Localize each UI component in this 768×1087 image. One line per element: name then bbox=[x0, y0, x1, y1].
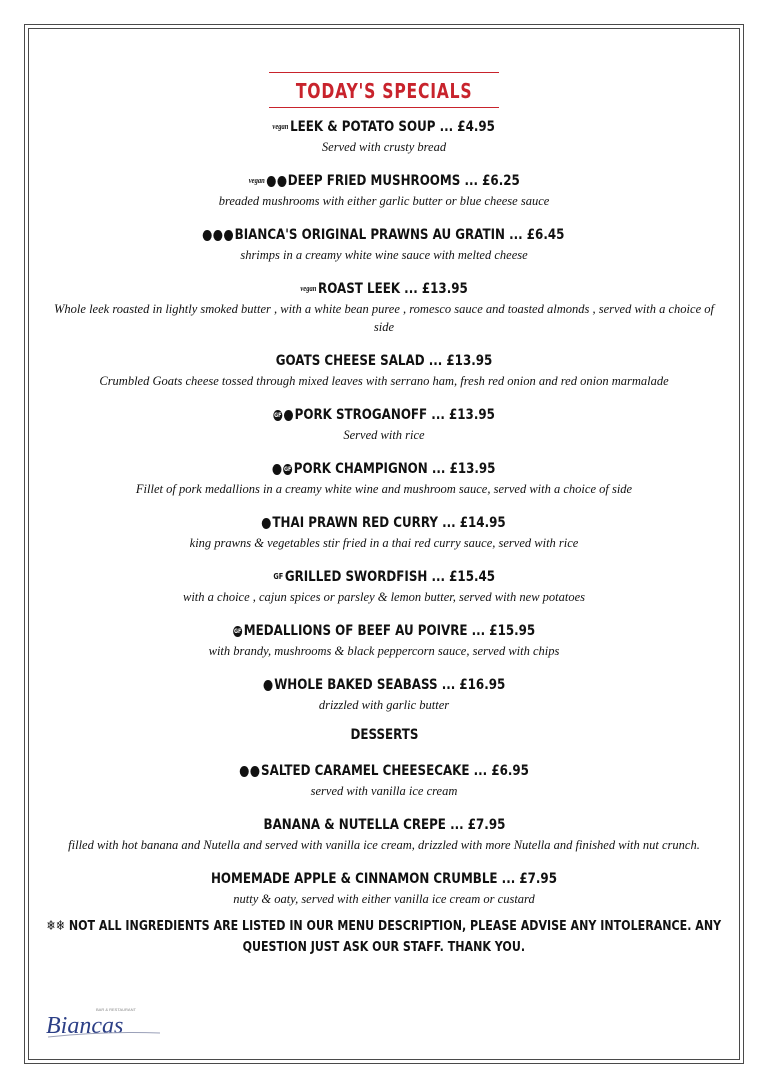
menu-item-name: PORK STROGANOFF ... £13.95 bbox=[294, 407, 495, 423]
menu-item-description: filled with hot banana and Nutella and served with vanilla ice cream, drizzled with more Nutella and finished with nut crunch. bbox=[68, 838, 700, 852]
menu-item-header-inner bbox=[263, 814, 505, 836]
menu-item bbox=[44, 512, 724, 552]
menu-item bbox=[44, 404, 724, 444]
spacer bbox=[44, 746, 724, 760]
logo-text: Biancas bbox=[46, 1013, 124, 1039]
gluten-free-icon: GF bbox=[273, 572, 283, 581]
spacer bbox=[44, 336, 724, 350]
menu-item-header-inner bbox=[276, 350, 493, 372]
menu-item-description: drizzled with garlic butter bbox=[318, 698, 450, 712]
menu-item-header-inner bbox=[273, 566, 495, 588]
menu-item-header bbox=[44, 760, 724, 782]
menu-item-header bbox=[44, 224, 724, 246]
menu-item-name: GOATS CHEESE SALAD ... £13.95 bbox=[275, 353, 493, 369]
allergen-icon bbox=[266, 176, 275, 187]
vegan-icon: vegan bbox=[300, 284, 317, 293]
menu-item-header bbox=[44, 278, 724, 300]
menu-item-header bbox=[44, 868, 724, 890]
menu-item-name: WHOLE BAKED SEABASS ... £16.95 bbox=[273, 677, 505, 693]
menu-item-description: breaded mushrooms with either garlic butter or blue cheese sauce bbox=[218, 194, 550, 208]
spacer bbox=[44, 390, 724, 404]
spacer bbox=[44, 210, 724, 224]
menu-item-header bbox=[44, 620, 724, 642]
menu-item bbox=[44, 170, 724, 210]
allergen-icon bbox=[214, 230, 223, 241]
menu-item bbox=[44, 868, 724, 908]
allergen-icon bbox=[284, 410, 293, 421]
allergen-icon bbox=[203, 230, 212, 241]
allergen-icon bbox=[250, 766, 259, 777]
menu-item-header-inner bbox=[273, 116, 495, 138]
menu-item-header bbox=[44, 814, 724, 836]
vegan-icon: vegan bbox=[248, 176, 265, 185]
allergen-icon bbox=[273, 464, 282, 475]
menu-item-description: Crumbled Goats cheese tossed through mixed leaves with serrano ham, fresh red onion and red onion marmalade bbox=[99, 374, 669, 388]
menu-item-header-inner bbox=[211, 868, 557, 890]
menu-item bbox=[44, 116, 724, 156]
menu-item bbox=[44, 278, 724, 336]
menu-item bbox=[44, 760, 724, 800]
menu-item-name: GRILLED SWORDFISH ... £15.45 bbox=[284, 569, 495, 585]
menu-item-description: nutty & oaty, served with either vanilla ice cream or custard bbox=[233, 892, 535, 906]
menu-item-header bbox=[44, 404, 724, 426]
menu-item-name: LEEK & POTATO SOUP ... £4.95 bbox=[290, 119, 496, 135]
gluten-free-icon: GF bbox=[233, 627, 242, 635]
menu-item-description: with brandy, mushrooms & black peppercorn sauce, served with chips bbox=[208, 644, 560, 658]
allergen-icon bbox=[263, 680, 272, 691]
menu-item-name: HOMEMADE APPLE & CINNAMON CRUMBLE ... £7.95 bbox=[210, 871, 558, 887]
menu-item-header-inner bbox=[239, 760, 528, 782]
spacer bbox=[44, 854, 724, 868]
menu-item-description: shrimps in a creamy white wine sauce with melted cheese bbox=[240, 248, 528, 262]
desserts-heading bbox=[44, 724, 724, 746]
menu-item-description: Fillet of pork medallions in a creamy white wine and mushroom sauce, served with a choice of side bbox=[135, 482, 633, 496]
menu-item-header-inner bbox=[263, 674, 505, 696]
spacer bbox=[44, 552, 724, 566]
menu-item bbox=[44, 674, 724, 714]
menu-item-header-inner bbox=[262, 512, 506, 534]
menu-item bbox=[44, 350, 724, 390]
menu-item-header bbox=[44, 458, 724, 480]
allergen-icon bbox=[262, 518, 271, 529]
menu-item-name: THAI PRAWN RED CURRY ... £14.95 bbox=[272, 515, 506, 531]
menu-item-description: Whole leek roasted in lightly smoked butter , with a white bean puree , romesco sauce and toasted almonds , served with a choice of side bbox=[54, 302, 714, 334]
spacer bbox=[44, 156, 724, 170]
menu-item-header-inner bbox=[273, 404, 495, 426]
spacer bbox=[44, 264, 724, 278]
allergen-icon bbox=[224, 230, 233, 241]
spacer bbox=[44, 800, 724, 814]
specials-list bbox=[44, 116, 724, 714]
allergen-notice bbox=[44, 916, 724, 958]
desserts-list bbox=[44, 746, 724, 908]
menu-item-header bbox=[44, 512, 724, 534]
logo-subtext: BAR & RESTAURANT bbox=[96, 1007, 136, 1012]
menu-item-name: BANANA & NUTELLA CREPE ... £7.95 bbox=[263, 817, 505, 833]
title-rule bbox=[269, 72, 499, 108]
menu-item bbox=[44, 814, 724, 854]
menu-item-name: SALTED CARAMEL CHEESECAKE ... £6.95 bbox=[260, 763, 529, 779]
allergen-icon bbox=[239, 766, 248, 777]
menu-item-name: PORK CHAMPIGNON ... £13.95 bbox=[293, 461, 496, 477]
gluten-free-icon: GF bbox=[283, 465, 292, 473]
menu-item-header bbox=[44, 170, 724, 192]
spacer bbox=[44, 606, 724, 620]
menu-item-description: served with vanilla ice cream bbox=[310, 784, 458, 798]
menu-item-name: DEEP FRIED MUSHROOMS ... £6.25 bbox=[287, 173, 520, 189]
menu-item-header bbox=[44, 674, 724, 696]
allergen-icon bbox=[277, 176, 286, 187]
menu-item-header bbox=[44, 116, 724, 138]
spacer bbox=[44, 660, 724, 674]
menu-item bbox=[44, 566, 724, 606]
notice-text: NOT ALL INGREDIENTS ARE LISTED IN OUR MENU DESCRIPTION, PLEASE ADVISE ANY INTOLERANCE. ANY QUESTION JUST ASK OUR STAFF. THANK YOU. bbox=[69, 918, 722, 955]
spacer bbox=[44, 908, 724, 916]
page-title: TODAY'S SPECIALS bbox=[295, 79, 473, 103]
menu-item-header-inner bbox=[273, 458, 496, 480]
menu-item-description: Served with crusty bread bbox=[321, 140, 447, 154]
menu-item-header bbox=[44, 566, 724, 588]
menu-item bbox=[44, 620, 724, 660]
menu-item-header-inner bbox=[248, 170, 519, 192]
menu-page bbox=[44, 72, 724, 958]
menu-item bbox=[44, 224, 724, 264]
vegan-icon: vegan bbox=[272, 122, 289, 131]
menu-item-description: with a choice , cajun spices or parsley & lemon butter, served with new potatoes bbox=[182, 590, 586, 604]
spacer bbox=[44, 714, 724, 724]
menu-item-description: king prawns & vegetables stir fried in a thai red curry sauce, served with rice bbox=[189, 536, 579, 550]
gluten-free-icon: GF bbox=[274, 411, 282, 419]
spacer bbox=[44, 444, 724, 458]
menu-item-name: ROAST LEEK ... £13.95 bbox=[317, 281, 468, 297]
spacer bbox=[44, 498, 724, 512]
menu-item-header-inner bbox=[203, 224, 565, 246]
menu-item-name: BIANCA'S ORIGINAL PRAWNS AU GRATIN ... £6.45 bbox=[235, 227, 565, 243]
menu-item bbox=[44, 458, 724, 498]
menu-item-description: Served with rice bbox=[343, 428, 425, 442]
menu-item-header-inner bbox=[233, 620, 535, 642]
desserts-heading-text: DESSERTS bbox=[349, 727, 419, 743]
menu-item-header-inner bbox=[300, 278, 467, 300]
menu-item-header bbox=[44, 350, 724, 372]
snowflake-icon: ❄❄ bbox=[46, 918, 66, 934]
biancas-logo bbox=[44, 1003, 164, 1043]
menu-item-name: MEDALLIONS OF BEEF AU POIVRE ... £15.95 bbox=[243, 623, 536, 639]
